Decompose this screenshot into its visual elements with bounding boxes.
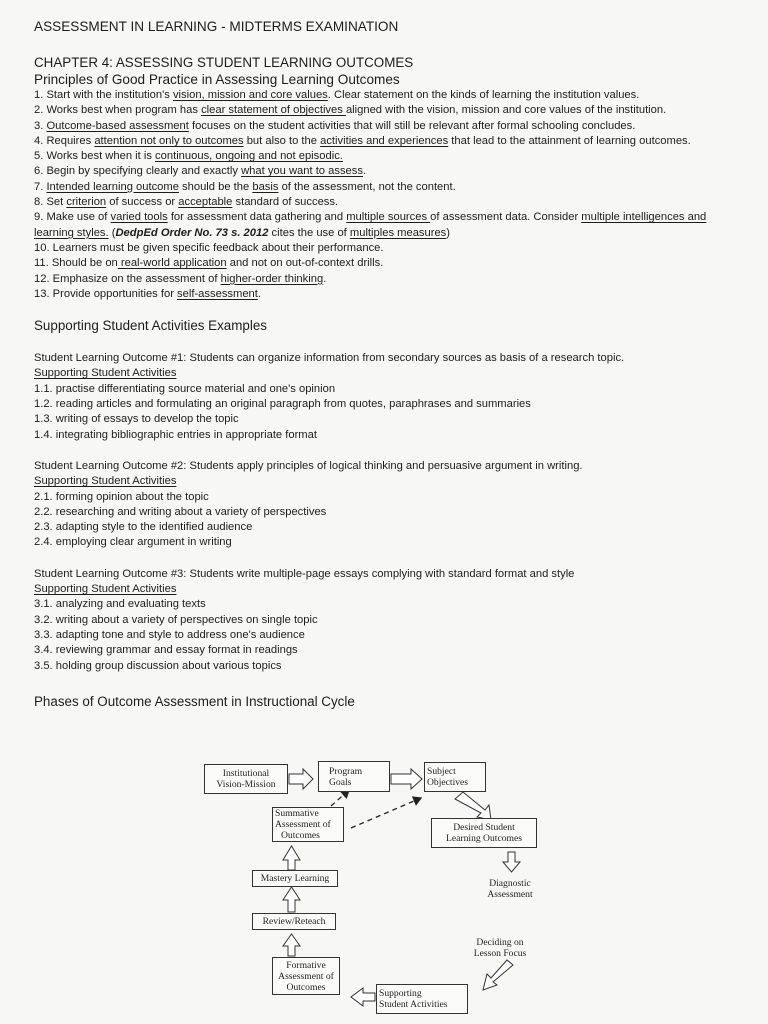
- activity-item: 3.4. reviewing grammar and essay format in readings: [34, 644, 298, 657]
- activity-item: 2.2. researching and writing about a variety of perspectives: [34, 505, 327, 518]
- principle-item: 13. Provide opportunities for self-assessment.: [34, 287, 261, 300]
- outcome-subheading: Supporting Student Activities: [34, 583, 177, 596]
- supporting-activities-heading: Supporting Student Activities Examples: [34, 318, 267, 334]
- activity-item: 3.2. writing about a variety of perspectives on single topic: [34, 613, 318, 626]
- principle-item: 4. Requires attention not only to outcomes but also to the activities and experiences that lead to the attainment of learning outcomes.: [34, 134, 691, 147]
- formative-assessment-box: Formative Assessment of Outcomes: [272, 957, 340, 995]
- principle-item: 5. Works best when it is continuous, ongoing and not episodic.: [34, 150, 343, 163]
- activity-item: 2.3. adapting style to the identified audience: [34, 521, 253, 534]
- document-title: ASSESSMENT IN LEARNING - MIDTERMS EXAMINATION: [34, 19, 399, 34]
- outcome-block-3: [34, 567, 734, 674]
- dashed-arrow-to-program: [331, 790, 349, 806]
- arrow-program-to-subject: [391, 769, 422, 789]
- principle-item: 8. Set criterion of success or acceptable standard of success.: [34, 196, 339, 209]
- review-reteach-box: Review/Reteach: [252, 913, 336, 930]
- principle-item: 10. Learners must be given specific feedback about their performance.: [34, 241, 384, 254]
- outcome-statement: Student Learning Outcome #1: Students can organize information from secondary sources as basis of a research topic.: [34, 352, 625, 365]
- arrow-deciding-to-supporting: [483, 960, 513, 990]
- principle-item: 12. Emphasize on the assessment of higher-order thinking.: [34, 272, 327, 285]
- activity-item: 3.3. adapting tone and style to address one's audience: [34, 628, 305, 641]
- activity-item: 2.4. employing clear argument in writing: [34, 536, 232, 549]
- principle-item: 9. Make use of varied tools for assessment data gathering and multiple sources of assessment data. Consider multiple intelligences and learning styles. (DedpEd Order No. 73 s. 2012 cites the use of multiples measures): [34, 211, 707, 239]
- outcome-block-2: [34, 459, 734, 551]
- subject-objectives-box: Subject Objectives: [424, 762, 486, 792]
- principles-list: [34, 88, 734, 302]
- arrow-review-to-mastery: [283, 887, 300, 912]
- arrow-supporting-to-formative: [351, 988, 375, 1006]
- activity-item: 3.1. analyzing and evaluating texts: [34, 598, 206, 611]
- outcome-block-1: [34, 351, 734, 443]
- activity-item: 1.1. practise differentiating source material and one's opinion: [34, 382, 336, 395]
- activity-item: 1.2. reading articles and formulating an original paragraph from quotes, paraphrases and summaries: [34, 398, 531, 411]
- outcome-statement: Student Learning Outcome #2: Students apply principles of logical thinking and persuasive argument in writing.: [34, 459, 583, 472]
- arrow-mastery-to-summative: [283, 846, 300, 870]
- phases-heading: Phases of Outcome Assessment in Instructional Cycle: [34, 693, 355, 709]
- principle-item: 11. Should be on real-world application and not on out-of-context drills.: [34, 257, 384, 270]
- principle-item: 7. Intended learning outcome should be the basis of the assessment, not the content.: [34, 180, 456, 193]
- principle-item: 3. Outcome-based assessment focuses on the student activities that will still be relevant after formal schooling concludes.: [34, 119, 636, 132]
- activity-item: 1.4. integrating bibliographic entries in appropriate format: [34, 428, 317, 441]
- arrow-desired-to-diagnostic: [503, 852, 520, 872]
- activity-item: 2.1. forming opinion about the topic: [34, 490, 209, 503]
- diagnostic-assessment-label: Diagnostic Assessment: [487, 878, 533, 900]
- dashed-arrow-to-subject: [351, 798, 421, 828]
- outcome-subheading: Supporting Student Activities: [34, 367, 177, 380]
- supporting-student-activities-box: Supporting Student Activities: [376, 984, 468, 1014]
- document-page: [34, 18, 734, 710]
- summative-assessment-box: Summative Assessment of Outcomes: [272, 807, 344, 842]
- arrow-formative-to-review: [283, 934, 300, 956]
- chapter-title: CHAPTER 4: ASSESSING STUDENT LEARNING OUTCOMES: [34, 55, 414, 70]
- institutional-vision-mission-box: Institutional Vision-Mission: [204, 764, 288, 794]
- principle-item: 2. Works best when program has clear statement of objectives aligned with the vision, mission and core values of the institution.: [34, 104, 667, 117]
- deciding-lesson-focus-label: Deciding on Lesson Focus: [473, 937, 527, 959]
- desired-learning-outcomes-box: Desired Student Learning Outcomes: [431, 818, 537, 848]
- instructional-cycle-diagram: [195, 752, 575, 1022]
- mastery-learning-box: Mastery Learning: [252, 870, 338, 887]
- arrow-subject-to-desired: [455, 792, 491, 820]
- activity-item: 1.3. writing of essays to develop the topic: [34, 413, 239, 426]
- outcome-subheading: Supporting Student Activities: [34, 475, 177, 488]
- outcome-statement: Student Learning Outcome #3: Students write multiple-page essays complying with standard format and style: [34, 567, 575, 580]
- arrow-institution-to-program: [289, 769, 313, 789]
- principle-item: 1. Start with the institution's vision, mission and core values. Clear statement on the kinds of learning the institution values.: [34, 89, 640, 101]
- program-goals-box: Program Goals: [318, 761, 390, 792]
- activity-item: 3.5. holding group discussion about various topics: [34, 659, 282, 672]
- principles-heading: Principles of Good Practice in Assessing Learning Outcomes: [34, 72, 400, 87]
- principle-item: 6. Begin by specifying clearly and exactly what you want to assess.: [34, 165, 367, 178]
